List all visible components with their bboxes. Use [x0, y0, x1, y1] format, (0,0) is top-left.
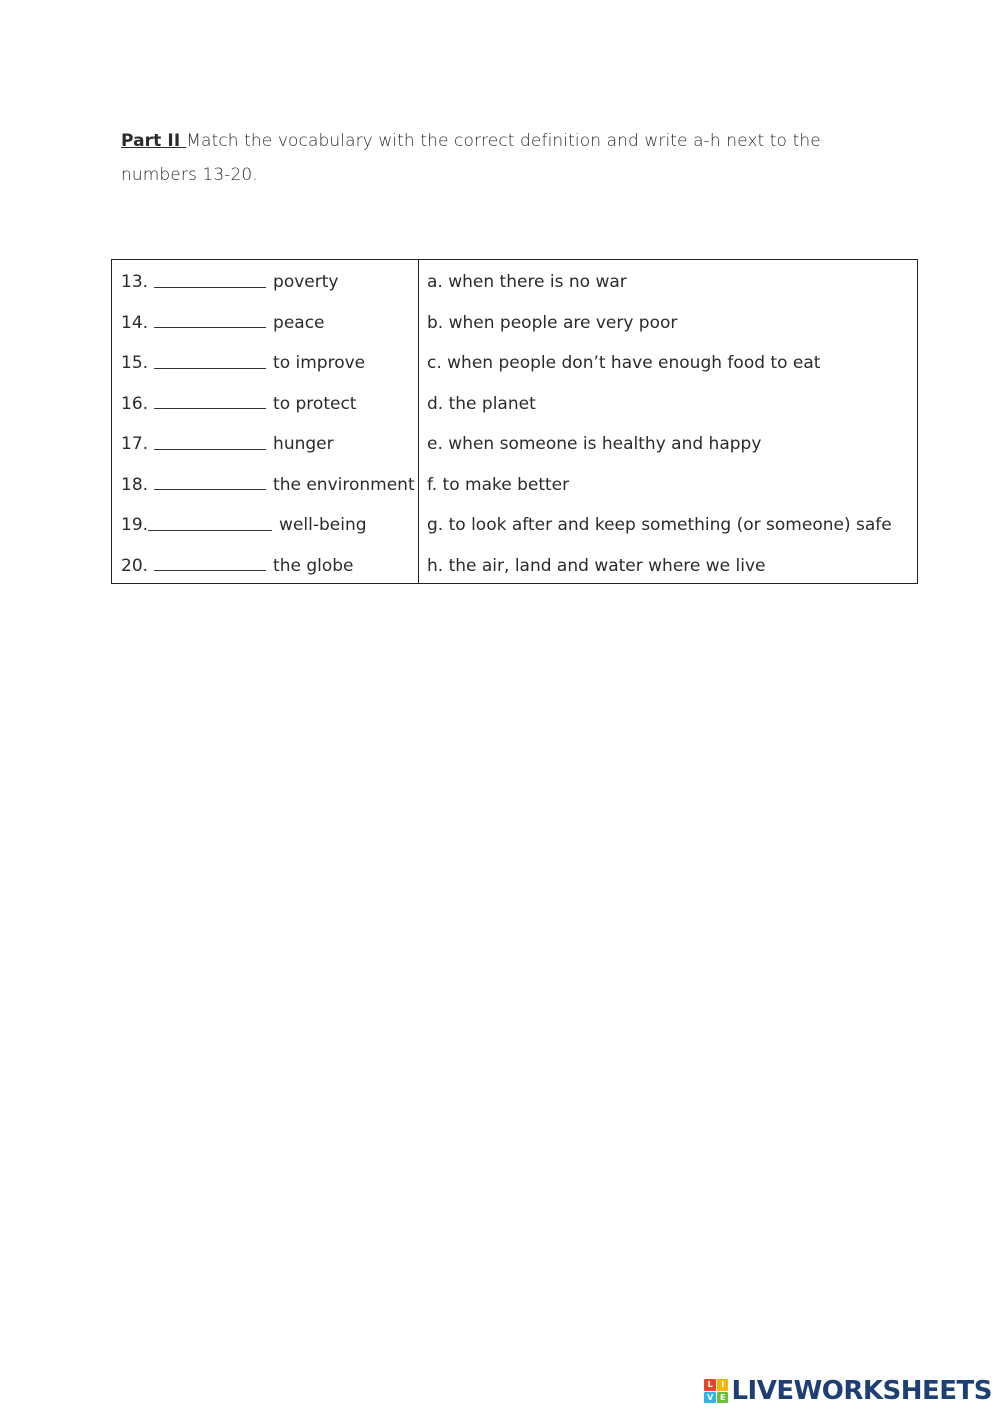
vocabulary-row	[112, 343, 418, 384]
vocabulary-word: the environment	[273, 474, 415, 495]
item-number: 14.	[121, 312, 149, 333]
answer-blank[interactable]	[154, 475, 266, 490]
vocabulary-row	[112, 262, 418, 303]
answer-blank[interactable]	[154, 273, 266, 288]
logo-badge-icon	[704, 1379, 728, 1403]
logo-badge-letter: V	[704, 1392, 716, 1404]
vocabulary-word: poverty	[273, 272, 339, 293]
answer-blank[interactable]	[154, 313, 266, 328]
vocabulary-word: the globe	[273, 555, 354, 576]
definition-row: g. to look after and keep something (or someone) safe	[427, 515, 892, 536]
vocabulary-word: to protect	[273, 393, 357, 414]
logo-badge-letter: E	[717, 1392, 729, 1404]
definition-row: c. when people don’t have enough food to eat	[427, 353, 821, 374]
item-number: 15.	[121, 353, 149, 374]
answer-blank[interactable]	[148, 516, 272, 531]
vocabulary-word: hunger	[273, 434, 334, 455]
item-number: 13.	[121, 272, 149, 293]
answer-blank[interactable]	[154, 556, 266, 571]
vocabulary-row	[112, 424, 418, 465]
vocabulary-row	[112, 303, 418, 344]
definitions-column	[419, 260, 917, 583]
item-number: 17.	[121, 434, 149, 455]
answer-blank[interactable]	[154, 354, 266, 369]
definition-row: f. to make better	[427, 474, 570, 495]
definition-row: a. when there is no war	[427, 272, 627, 293]
vocabulary-row	[112, 384, 418, 425]
instructions	[121, 124, 881, 192]
answer-blank[interactable]	[154, 435, 266, 450]
definition-row: h. the air, land and water where we live	[427, 555, 766, 576]
item-number: 18.	[121, 474, 149, 495]
vocabulary-word: peace	[273, 312, 325, 333]
definition-row: e. when someone is healthy and happy	[427, 434, 762, 455]
instructions-text: Match the vocabulary with the correct definition and write a-h next to the numbers 13-20.	[121, 131, 821, 185]
vocabulary-row	[112, 546, 418, 587]
definition-row: d. the planet	[427, 393, 536, 414]
vocabulary-word: well-being	[279, 515, 367, 536]
vocabulary-row	[112, 465, 418, 506]
vocabulary-column	[112, 260, 419, 583]
vocabulary-row	[112, 505, 418, 546]
logo-badge-letter: L	[704, 1379, 716, 1391]
part-label: Part II	[121, 131, 187, 151]
answer-blank[interactable]	[154, 394, 266, 409]
definition-row: b. when people are very poor	[427, 312, 678, 333]
logo-badge-letter: I	[717, 1379, 729, 1391]
logo-text: LIVEWORKSHEETS	[731, 1376, 992, 1406]
item-number: 16.	[121, 393, 149, 414]
item-number: 19.	[121, 515, 149, 536]
liveworksheets-logo	[704, 1377, 992, 1405]
matching-table	[111, 259, 918, 584]
item-number: 20.	[121, 555, 149, 576]
vocabulary-word: to improve	[273, 353, 366, 374]
